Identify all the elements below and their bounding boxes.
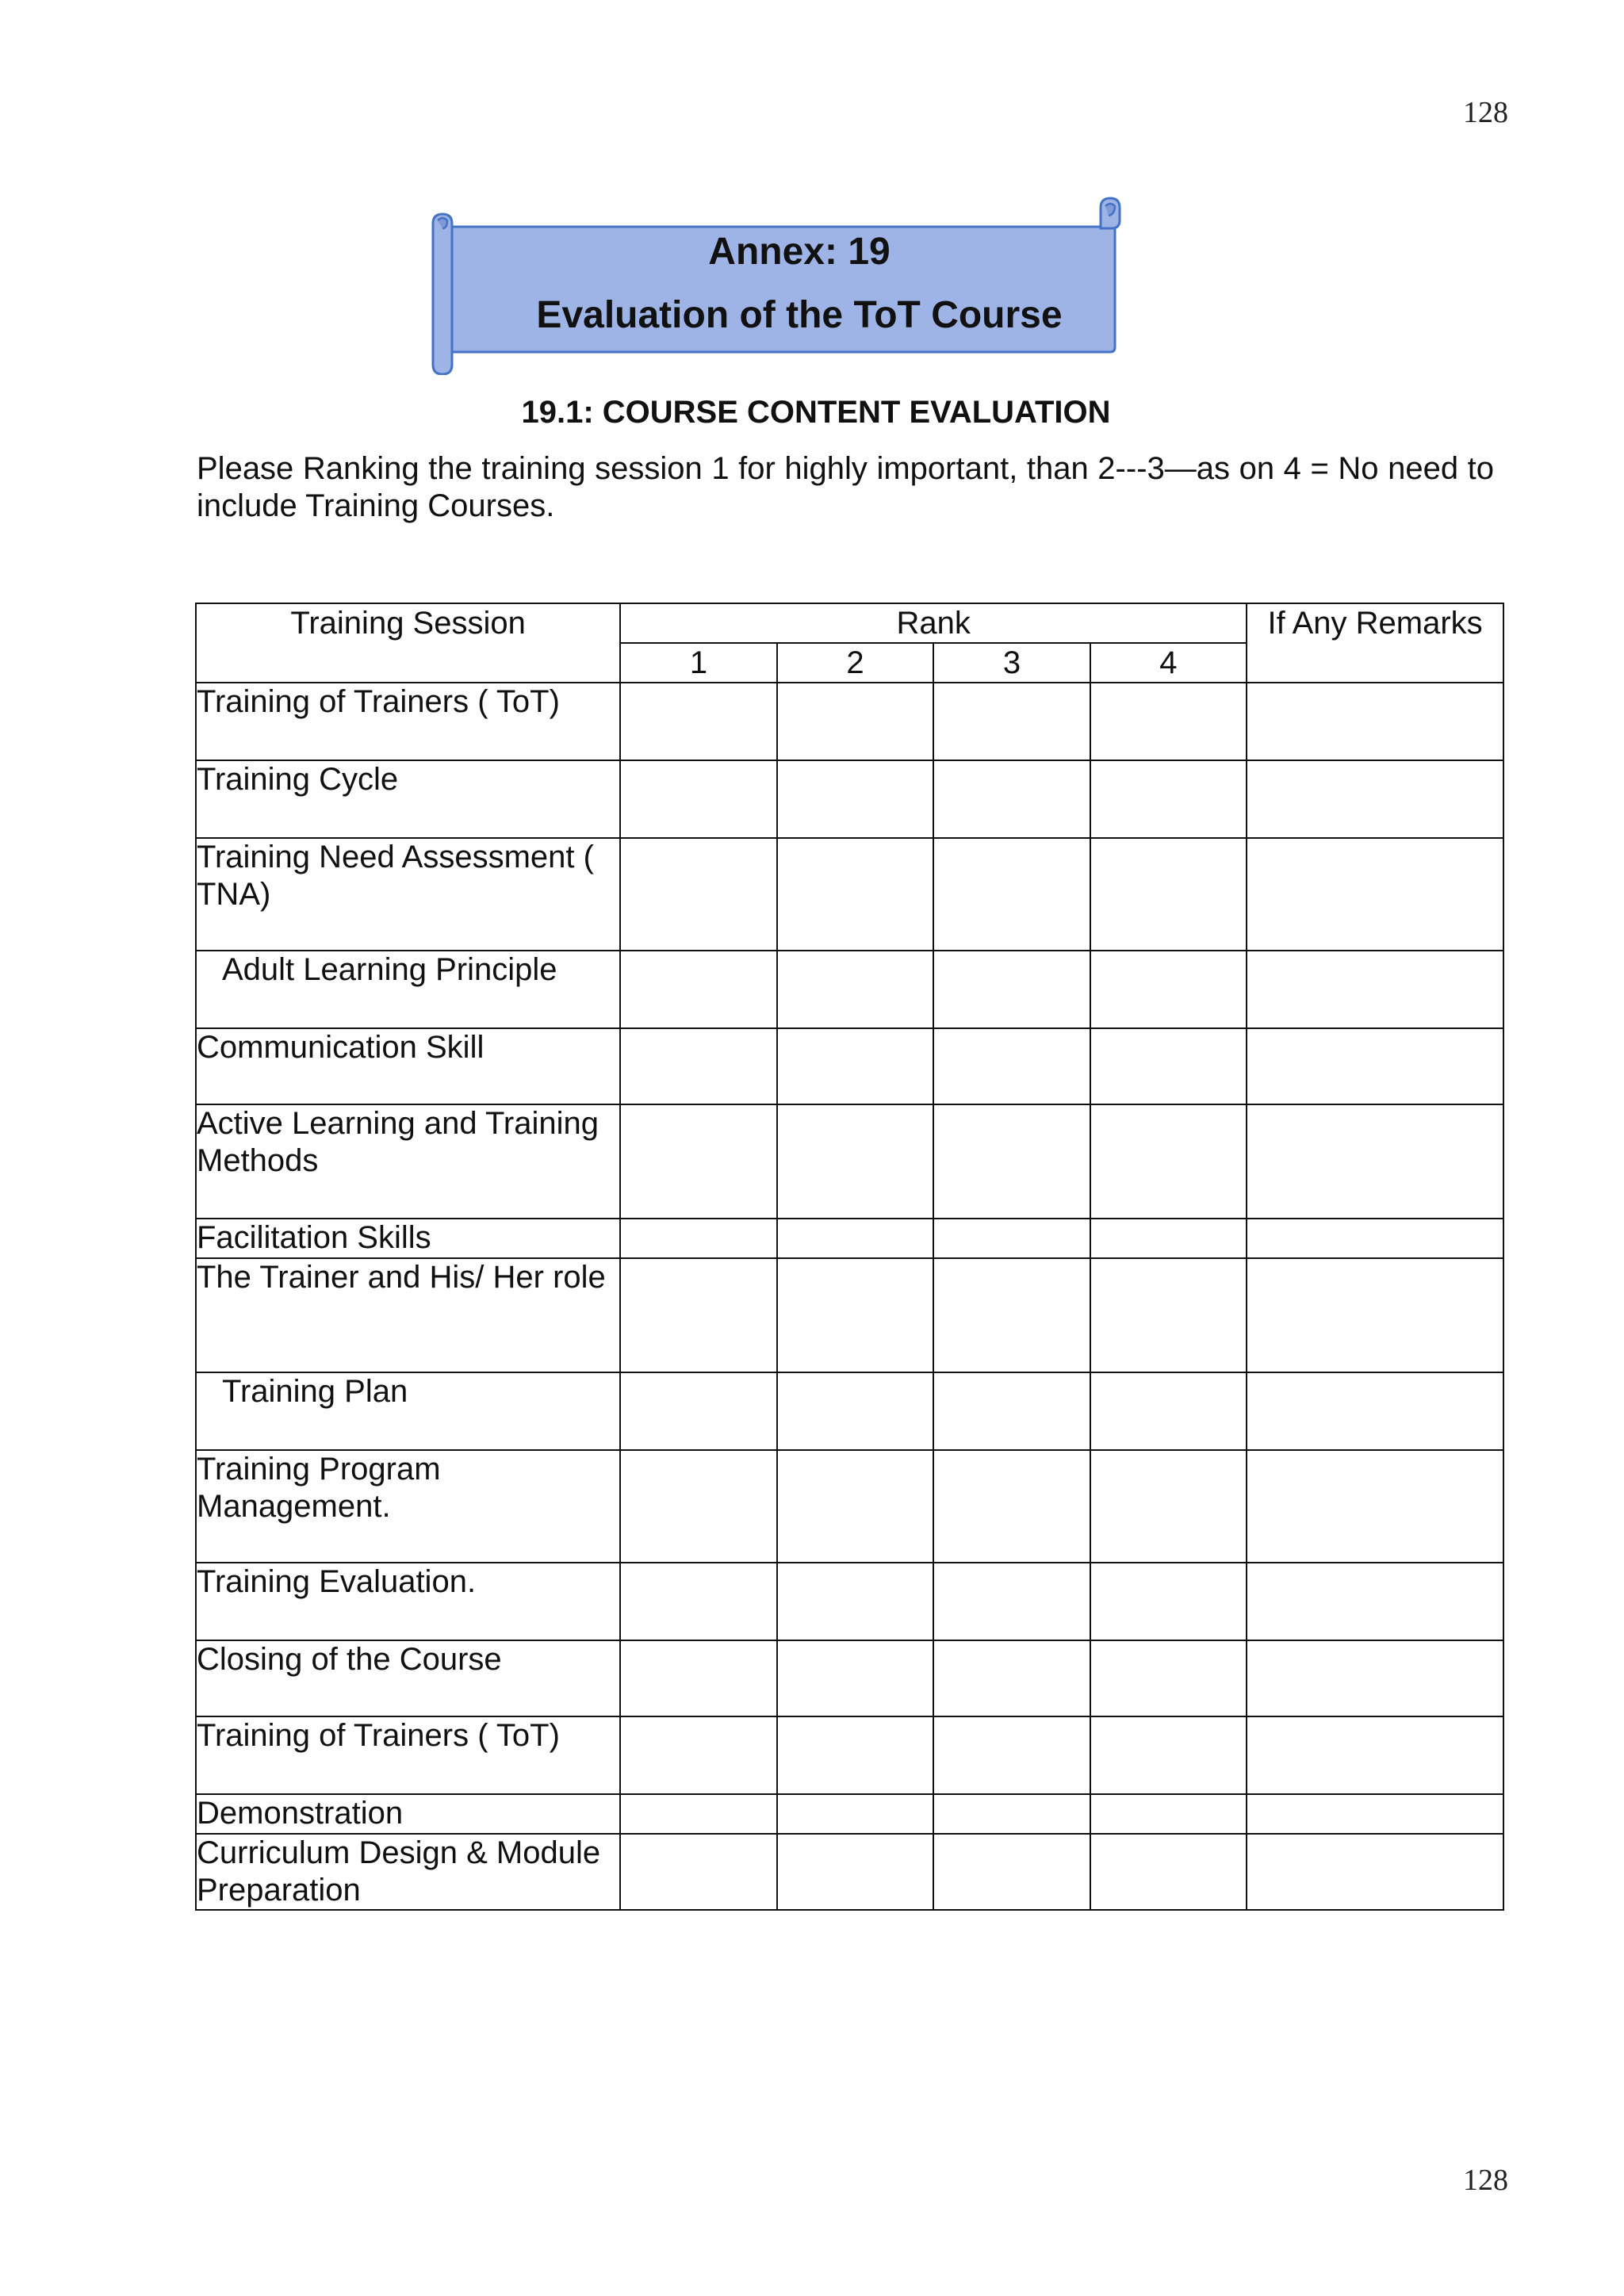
instructions-text: Please Ranking the training session 1 for highly important, than 2---3—as on 4 = No need to include Training Courses. [197, 451, 1494, 523]
header-rank-2: 2 [777, 643, 933, 683]
table-row [196, 1104, 1503, 1219]
rank-1-cell[interactable] [620, 1104, 776, 1219]
remarks-cell[interactable] [1247, 1028, 1503, 1104]
rank-4-cell[interactable] [1090, 951, 1247, 1028]
rank-3-cell[interactable] [933, 1563, 1090, 1640]
rank-3-cell[interactable] [933, 1372, 1090, 1450]
rank-3-cell[interactable] [933, 1794, 1090, 1834]
page-number-bottom: 128 [1463, 2164, 1508, 2197]
table-row [196, 1834, 1503, 1910]
table-row [196, 1219, 1503, 1258]
rank-4-cell[interactable] [1090, 1834, 1247, 1910]
remarks-cell[interactable] [1247, 951, 1503, 1028]
rank-4-cell[interactable] [1090, 760, 1247, 838]
table-row [196, 1372, 1503, 1450]
table-row [196, 1450, 1503, 1563]
rank-2-cell[interactable] [777, 1563, 933, 1640]
rank-3-cell[interactable] [933, 760, 1090, 838]
remarks-cell[interactable] [1247, 1104, 1503, 1219]
rank-4-cell[interactable] [1090, 1640, 1247, 1716]
rank-2-cell[interactable] [777, 1834, 933, 1910]
rank-1-cell[interactable] [620, 1834, 776, 1910]
rank-2-cell[interactable] [777, 1219, 933, 1258]
rank-2-cell[interactable] [777, 1640, 933, 1716]
rank-2-cell[interactable] [777, 1258, 933, 1372]
header-rank-1: 1 [620, 643, 776, 683]
rank-4-cell[interactable] [1090, 1716, 1247, 1794]
rank-3-cell[interactable] [933, 1219, 1090, 1258]
table-row [196, 760, 1503, 838]
remarks-cell[interactable] [1247, 1258, 1503, 1372]
rank-3-cell[interactable] [933, 1258, 1090, 1372]
rank-4-cell[interactable] [1090, 1450, 1247, 1563]
rank-2-cell[interactable] [777, 1716, 933, 1794]
table-row [196, 1028, 1503, 1104]
annex-subtitle: Evaluation of the ToT Course [536, 294, 1063, 336]
rank-4-cell[interactable] [1090, 838, 1247, 951]
session-name: The Trainer and His/ Her role [196, 1258, 620, 1372]
remarks-cell[interactable] [1247, 1640, 1503, 1716]
rank-4-cell[interactable] [1090, 1258, 1247, 1372]
rank-1-cell[interactable] [620, 683, 776, 760]
rank-4-cell[interactable] [1090, 1794, 1247, 1834]
rank-1-cell[interactable] [620, 1028, 776, 1104]
remarks-cell[interactable] [1247, 838, 1503, 951]
rank-1-cell[interactable] [620, 1716, 776, 1794]
table-row [196, 683, 1503, 760]
remarks-cell[interactable] [1247, 1563, 1503, 1640]
rank-4-cell[interactable] [1090, 1028, 1247, 1104]
session-name: Adult Learning Principle [196, 951, 620, 1028]
table-row [196, 1794, 1503, 1834]
remarks-cell[interactable] [1247, 1834, 1503, 1910]
rank-1-cell[interactable] [620, 1794, 776, 1834]
rank-3-cell[interactable] [933, 1028, 1090, 1104]
remarks-cell[interactable] [1247, 1794, 1503, 1834]
session-name: Training Program Management. [196, 1450, 620, 1563]
rank-2-cell[interactable] [777, 1028, 933, 1104]
header-training-session: Training Session [196, 603, 620, 683]
table-row [196, 1716, 1503, 1794]
session-name: Communication Skill [196, 1028, 620, 1104]
annex-title: Annex: 19 [708, 231, 891, 273]
header-rank: Rank [620, 603, 1247, 643]
remarks-cell[interactable] [1247, 1219, 1503, 1258]
section-heading: 19.1: COURSE CONTENT EVALUATION [521, 395, 1111, 430]
rank-1-cell[interactable] [620, 1450, 776, 1563]
table-row [196, 1640, 1503, 1716]
rank-2-cell[interactable] [777, 1450, 933, 1563]
table-row [196, 838, 1503, 951]
rank-1-cell[interactable] [620, 838, 776, 951]
remarks-cell[interactable] [1247, 1372, 1503, 1450]
session-name: Active Learning and Training Methods [196, 1104, 620, 1219]
remarks-cell[interactable] [1247, 760, 1503, 838]
session-name: Demonstration [196, 1794, 620, 1834]
rank-3-cell[interactable] [933, 683, 1090, 760]
rank-1-cell[interactable] [620, 760, 776, 838]
rank-1-cell[interactable] [620, 1563, 776, 1640]
rank-1-cell[interactable] [620, 1640, 776, 1716]
rank-2-cell[interactable] [777, 1794, 933, 1834]
session-name: Training Cycle [196, 760, 620, 838]
remarks-cell[interactable] [1247, 1716, 1503, 1794]
rank-1-cell[interactable] [620, 951, 776, 1028]
page-number-top: 128 [1463, 96, 1508, 129]
rank-1-cell[interactable] [620, 1258, 776, 1372]
table-row [196, 1563, 1503, 1640]
header-rank-3: 3 [933, 643, 1090, 683]
rank-3-cell[interactable] [933, 951, 1090, 1028]
rank-1-cell[interactable] [620, 1219, 776, 1258]
table-row [196, 951, 1503, 1028]
evaluation-table [195, 603, 1504, 1911]
rank-2-cell[interactable] [777, 1372, 933, 1450]
session-name: Facilitation Skills [196, 1219, 620, 1258]
rank-1-cell[interactable] [620, 1372, 776, 1450]
rank-3-cell[interactable] [933, 838, 1090, 951]
remarks-cell[interactable] [1247, 683, 1503, 760]
rank-2-cell[interactable] [777, 951, 933, 1028]
rank-4-cell[interactable] [1090, 683, 1247, 760]
rank-4-cell[interactable] [1090, 1104, 1247, 1219]
rank-2-cell[interactable] [777, 760, 933, 838]
session-name: Curriculum Design & Module Preparation [196, 1834, 620, 1910]
rank-4-cell[interactable] [1090, 1563, 1247, 1640]
rank-3-cell[interactable] [933, 1104, 1090, 1219]
session-name: Training Evaluation. [196, 1563, 620, 1640]
rank-3-cell[interactable] [933, 1640, 1090, 1716]
session-name: Training Plan [196, 1372, 620, 1450]
session-name: Training of Trainers ( ToT) [196, 683, 620, 760]
session-name: Closing of the Course [196, 1640, 620, 1716]
header-remarks: If Any Remarks [1247, 603, 1503, 683]
rank-2-cell[interactable] [777, 1104, 933, 1219]
header-rank-4: 4 [1090, 643, 1247, 683]
rank-3-cell[interactable] [933, 1450, 1090, 1563]
session-name: Training of Trainers ( ToT) [196, 1716, 620, 1794]
rank-3-cell[interactable] [933, 1716, 1090, 1794]
rank-2-cell[interactable] [777, 683, 933, 760]
table-row [196, 1258, 1503, 1372]
rank-4-cell[interactable] [1090, 1372, 1247, 1450]
title-banner [419, 197, 1132, 375]
rank-2-cell[interactable] [777, 838, 933, 951]
rank-4-cell[interactable] [1090, 1219, 1247, 1258]
session-name: Training Need Assessment ( TNA) [196, 838, 620, 951]
remarks-cell[interactable] [1247, 1450, 1503, 1563]
rank-3-cell[interactable] [933, 1834, 1090, 1910]
